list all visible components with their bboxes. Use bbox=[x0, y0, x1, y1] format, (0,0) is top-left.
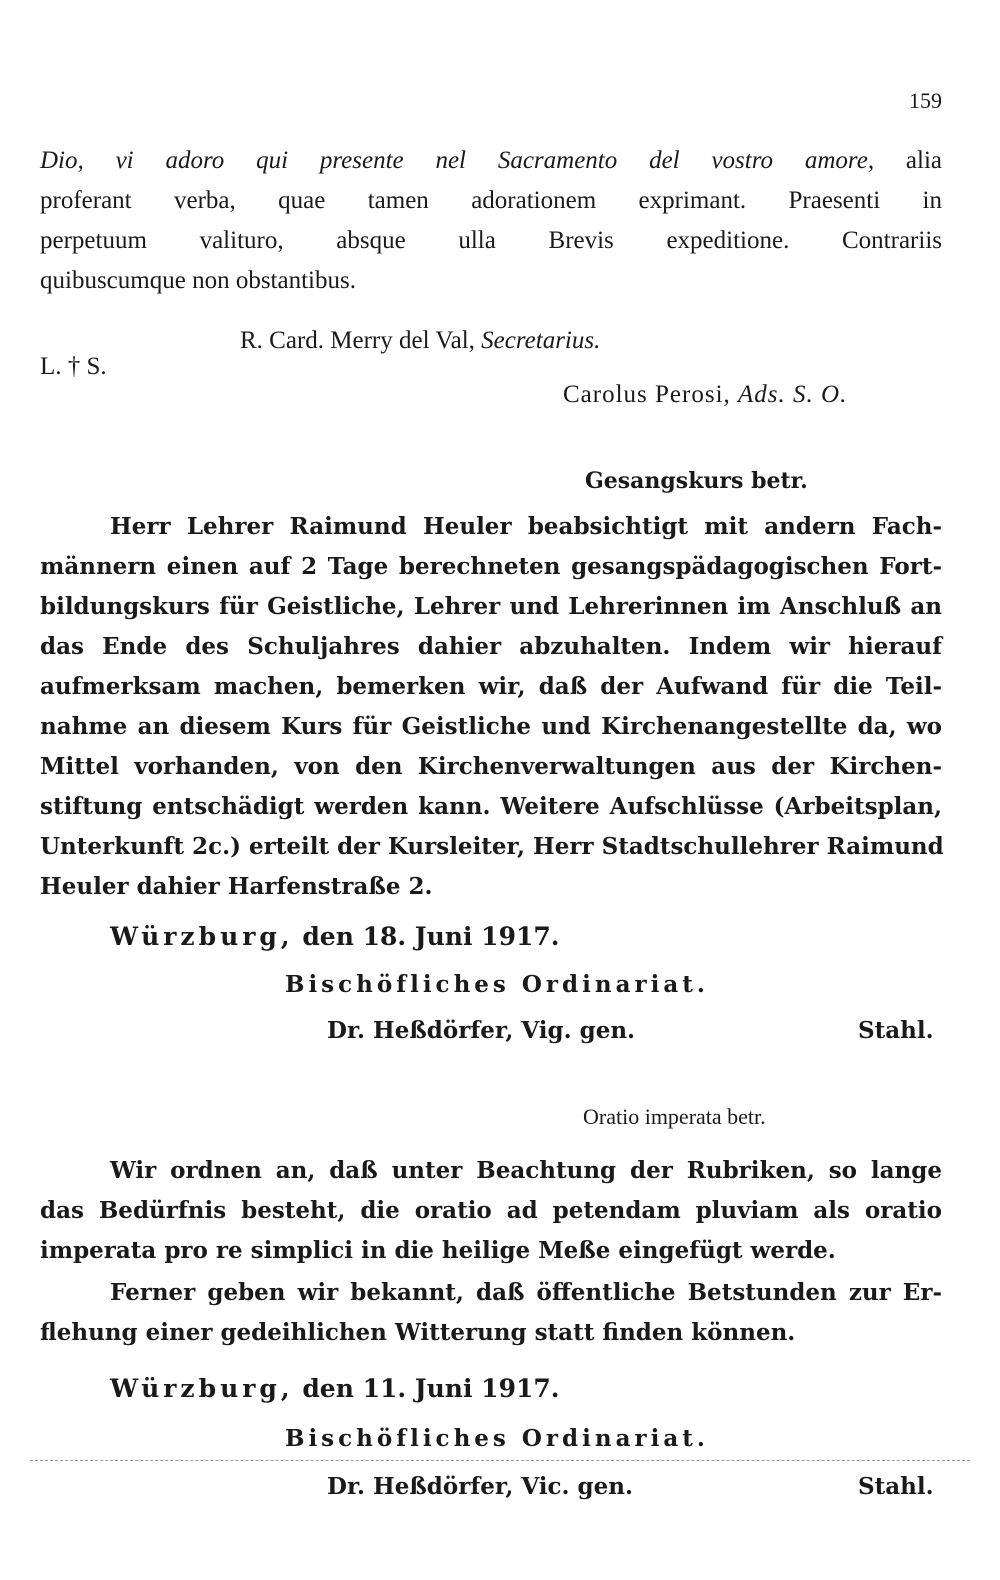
date-place-2: Würzburg, bbox=[110, 1374, 294, 1403]
office-signature-1: Bischöfliches Ordinariat. bbox=[285, 971, 709, 998]
decree-line-1 bbox=[40, 146, 942, 176]
seal-mark: L. † S. bbox=[40, 353, 107, 380]
gesangskurs-line-7: Mittel vorhanden, von den Kirchenverwaltungen aus der Kirchen- bbox=[40, 753, 942, 780]
section-heading-gesangskurs: Gesangskurs betr. bbox=[585, 468, 808, 494]
gesangskurs-line-6: nahme an diesem Kurs für Geistliche und Kirchenangestellte da, wo bbox=[40, 713, 942, 740]
signer-vicar-2: Dr. Heßdörfer, Vic. gen. bbox=[327, 1473, 633, 1500]
betstunden-line-2: flehung einer gedeihlichen Witterung statt finden können. bbox=[40, 1319, 796, 1346]
gesangskurs-line-8: stiftung entschädigt werden kann. Weitere Aufschlüsse (Arbeitsplan, bbox=[40, 793, 942, 820]
decree-line-3: perpetuum valituro, absque ulla Brevis expeditione. Contrariis bbox=[40, 227, 942, 254]
signer-assessor-name: Carolus Perosi, bbox=[563, 381, 739, 408]
gesangskurs-line-2: männern einen auf 2 Tage berechneten gesangspädagogischen Fort- bbox=[40, 553, 942, 580]
date-place-1: Würzburg, bbox=[110, 922, 294, 951]
gesangskurs-line-1: Herr Lehrer Raimund Heuler beabsichtigt mit andern Fach- bbox=[110, 513, 942, 540]
gesangskurs-line-3: bildungskurs für Geistliche, Lehrer und Lehrerinnen im Anschluß an bbox=[40, 593, 942, 620]
gesangskurs-line-10: Heuler dahier Harfenstraße 2. bbox=[40, 873, 433, 900]
page-number: 159 bbox=[909, 88, 942, 113]
signer-secretary bbox=[240, 326, 600, 356]
decree-line-1-rest: alia bbox=[874, 147, 942, 174]
date-rest-1: den 18. Juni 1917. bbox=[293, 922, 560, 951]
betstunden-line-1: Ferner geben wir bekannt, daß öffentliche Betstunden zur Er- bbox=[110, 1279, 942, 1306]
date-line-2 bbox=[110, 1374, 559, 1404]
signer-vicar-1: Dr. Heßdörfer, Vig. gen. bbox=[327, 1017, 636, 1044]
decree-italic-prayer: Dio, vi adoro qui presente nel Sacramento del vostro amore, bbox=[40, 147, 875, 174]
oratio-line-2: das Bedürfnis besteht, die oratio ad petendam pluviam als oratio bbox=[40, 1197, 942, 1224]
gesangskurs-line-9: Unterkunft 2c.) erteilt der Kursleiter, Herr Stadtschullehrer Raimund bbox=[40, 833, 944, 860]
gesangskurs-line-5: aufmerksam machen, bemerken wir, daß der Aufwand für die Teil- bbox=[40, 673, 942, 700]
signer-assessor bbox=[563, 380, 847, 410]
decree-line-2: proferant verba, quae tamen adorationem exprimant. Praesenti in bbox=[40, 187, 942, 214]
signer-secretary-title: Secretarius. bbox=[481, 327, 601, 354]
decree-line-4: quibuscumque non obstantibus. bbox=[40, 267, 356, 294]
signer-stahl-1: Stahl. bbox=[858, 1017, 934, 1044]
date-rest-2: den 11. Juni 1917. bbox=[293, 1374, 560, 1403]
signer-assessor-title: Ads. S. O. bbox=[738, 381, 848, 408]
oratio-line-1: Wir ordnen an, daß unter Beachtung der Rubriken, so lange bbox=[110, 1157, 942, 1184]
date-line-1 bbox=[110, 922, 559, 952]
oratio-line-3: imperata pro re simplici in die heilige Meße eingefügt werde. bbox=[40, 1237, 836, 1264]
office-signature-2: Bischöfliches Ordinariat. bbox=[285, 1425, 709, 1452]
print-divider bbox=[30, 1460, 970, 1461]
gesangskurs-line-4: das Ende des Schuljahres dahier abzuhalten. Indem wir hierauf bbox=[40, 633, 942, 660]
signer-stahl-2: Stahl. bbox=[858, 1473, 934, 1500]
signer-secretary-name: R. Card. Merry del Val, bbox=[240, 327, 482, 354]
section-heading-oratio: Oratio imperata betr. bbox=[583, 1104, 766, 1129]
